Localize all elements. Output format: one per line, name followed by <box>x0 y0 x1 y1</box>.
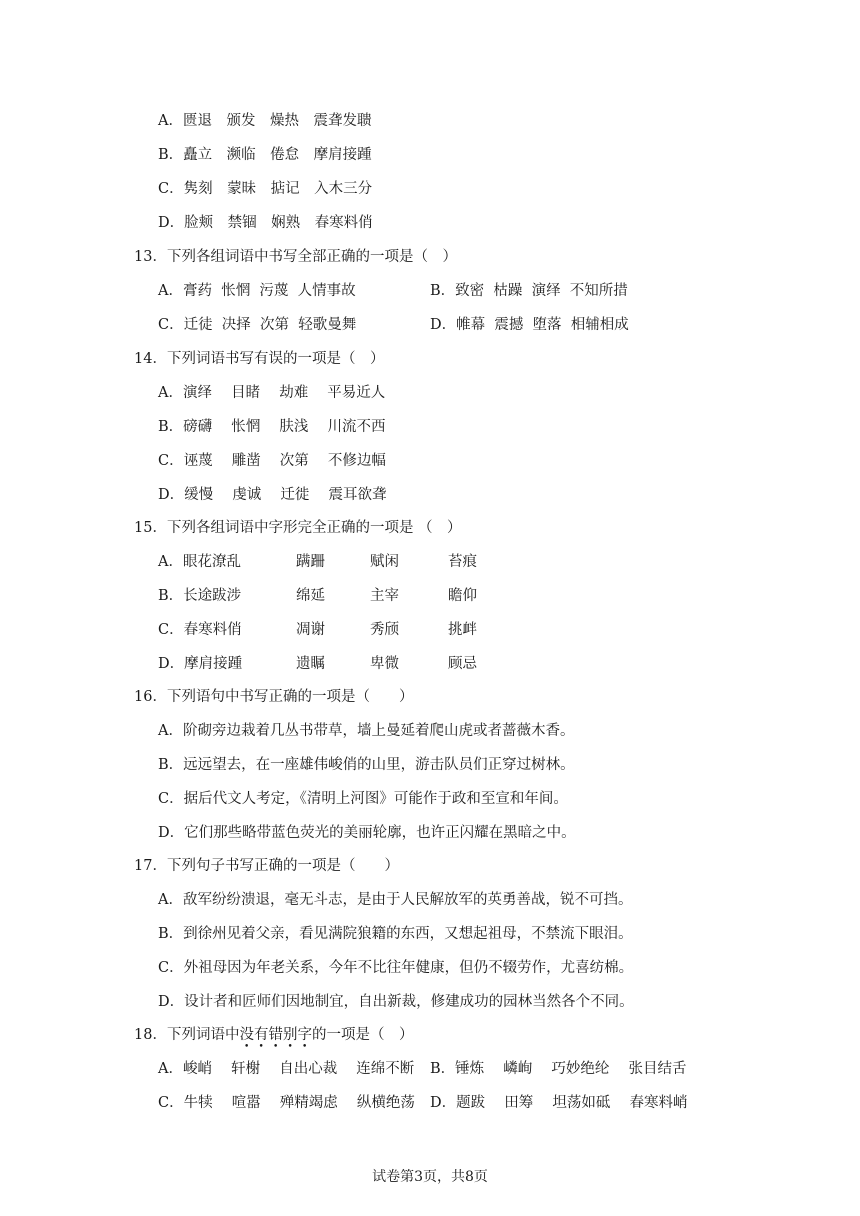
q15-option-a-word-1: A．眼花潦乱 <box>158 554 241 570</box>
q13-option-b: B．致密 枯躁 演绎 不知所措 <box>430 283 628 299</box>
q17-option-a: A．敌军纷纷溃退，毫无斗志，是由于人民解放军的英勇善战，锐不可挡。 <box>158 892 633 908</box>
q18-emphasis-char: 字 • <box>297 1027 312 1052</box>
q15-option-a-word-3: 赋闲 <box>370 554 399 570</box>
q17-stem: 17．下列句子书写正确的一项是（ ） <box>134 858 399 874</box>
q15-option-d-word-3: 卑微 <box>370 656 399 672</box>
q15-option-d-word-1: D．摩肩接踵 <box>158 656 243 672</box>
q18-emphasis-char: 有 • <box>253 1027 269 1052</box>
q18-option-d: D．题跋 田筹 坦荡如砥 春寒料峭 <box>430 1095 688 1111</box>
q15-option-a-word-4: 苔痕 <box>448 554 477 570</box>
q18-stem-prefix: 18．下列词语中 <box>134 1027 240 1043</box>
q15-option-c-word-1: C．春寒料俏 <box>158 622 242 638</box>
q17-option-c: C．外祖母因为年老关系，今年不比往年健康，但仍不辍劳作，尤喜纺棉。 <box>158 960 634 976</box>
q15-option-d-word-4: 顾忌 <box>448 656 477 672</box>
q15-option-c-word-2: 凋谢 <box>296 622 325 638</box>
q15-option-c-word-4: 挑衅 <box>448 622 477 638</box>
q12-option-a: A．匮退 颁发 燥热 震聋发聩 <box>158 113 372 129</box>
q16-option-c: C．据后代文人考定，《清明上河图》可能作于政和至宣和年间。 <box>158 791 568 807</box>
q15-option-c-word-3: 秀颀 <box>370 622 399 638</box>
q18-emphasis-char: 没 • <box>239 1027 254 1052</box>
q15-option-d-word-2: 遗瞩 <box>296 656 325 672</box>
q18-stem-suffix: 的一项是（ ） <box>311 1027 414 1043</box>
q18-option-c: C．牛犊 喧嚣 殚精竭虑 纵横绝荡 <box>158 1095 415 1111</box>
q16-option-a: A．阶砌旁边栽着几丛书带草，墙上曼延着爬山虎或者蔷薇木香。 <box>158 723 575 739</box>
q17-option-b: B．到徐州见着父亲，看见满院狼籍的东西，又想起祖母，不禁流下眼泪。 <box>158 926 633 942</box>
q15-option-b-word-1: B．长途跋涉 <box>158 588 242 604</box>
q15-option-a-word-2: 蹒跚 <box>296 554 325 570</box>
q18-option-a: A．峻峭 轩榭 自出心裁 连绵不断 <box>158 1061 415 1077</box>
q12-option-b: B．矗立 濒临 倦怠 摩肩接踵 <box>158 147 372 163</box>
q15-stem: 15．下列各组词语中字形完全正确的一项是 （ ） <box>134 520 462 536</box>
q18-option-b: B．锤炼 嶙峋 巧妙绝纶 张目结舌 <box>430 1061 687 1077</box>
q18-emphasis-char: 别 • <box>282 1027 298 1052</box>
q16-option-d: D．它们那些略带蓝色荧光的美丽轮廓，也许正闪耀在黑暗之中。 <box>158 825 576 841</box>
q12-option-d: D．脸颊 禁锢 娴熟 春寒料俏 <box>158 215 373 231</box>
q14-stem: 14．下列词语书写有误的一项是（ ） <box>134 351 385 367</box>
q12-option-c: C．隽刻 蒙昧 掂记 入木三分 <box>158 181 373 197</box>
q15-option-b-word-2: 绵延 <box>296 588 325 604</box>
q18-stem <box>134 1026 414 1052</box>
q18-emphasis-char: 错 • <box>268 1027 283 1052</box>
q17-option-d: D．设计者和匠师们因地制宜，自出新裁，修建成功的园林当然各个不同。 <box>158 994 634 1010</box>
q14-option-a: A．演绎 目睹 劫难 平易近人 <box>158 385 386 401</box>
q13-stem: 13．下列各组词语中书写全部正确的一项是（ ） <box>134 249 457 265</box>
q13-option-a: A．膏药 怅惘 污蔑 人情事故 <box>158 283 356 299</box>
q15-option-b-word-4: 瞻仰 <box>448 588 477 604</box>
q13-option-c: C．迁徒 决择 次第 轻歌曼舞 <box>158 317 357 333</box>
q16-option-b: B．远远望去，在一座雄伟峻俏的山里，游击队员们正穿过树林。 <box>158 757 575 773</box>
page-footer: 试卷第3页，共8页 <box>372 1169 488 1185</box>
q15-option-b-word-3: 主宰 <box>370 588 399 604</box>
q16-stem: 16．下列语句中书写正确的一项是（ ） <box>134 689 414 705</box>
q14-option-d: D．缓慢 虔诚 迁徙 震耳欲聋 <box>158 487 387 503</box>
q13-option-d: D．帷幕 震撼 堕落 相辅相成 <box>430 317 629 333</box>
q14-option-c: C．诬蔑 雕凿 次第 不修边幅 <box>158 453 386 469</box>
q14-option-b: B．磅礴 怅惘 肤浅 川流不西 <box>158 419 386 435</box>
